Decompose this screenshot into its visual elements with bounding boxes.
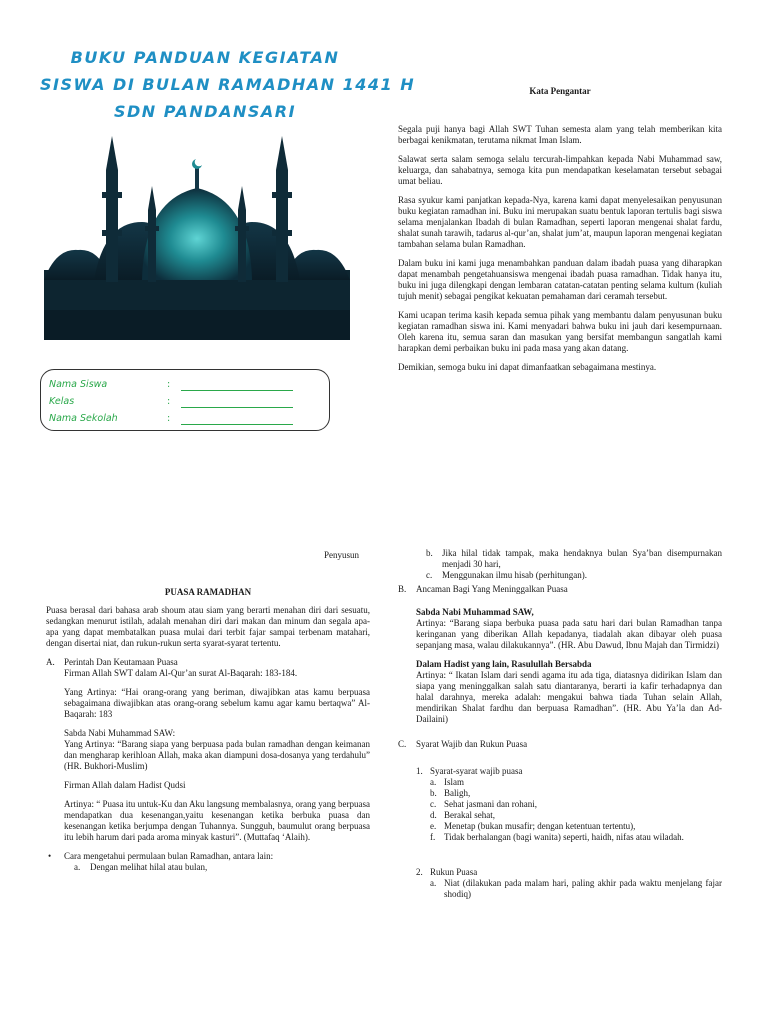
puasa-intro: Puasa berasal dari bahasa arab shoum atau siam yang berarti menahan diri dari sesuatu, sedangkan menurut istilah, adalah menahan diri dari makan dan minum dan segala apa-apa yang dapat membatalkan puasa mulai dari terbit fajar sampai terbenam matahari, dengan disertai niat, dan rukun-rukun serta syarat-syarat tertentu. (46, 605, 370, 648)
class-line[interactable] (181, 407, 293, 408)
cara-item-marker: a. (74, 862, 81, 872)
student-name-label: Nama Siswa (49, 379, 108, 390)
puasa-left-column (46, 605, 370, 873)
syarat-item-marker: c. (430, 799, 437, 809)
syarat-item-text: Tidak berhalangan (bagi wanita) seperti, haidh, nifas atau wiladah. (444, 832, 684, 842)
foreword-body (398, 124, 722, 381)
cara-item-text: Menggunakan ilmu hisab (perhitungan). (442, 570, 587, 580)
syarat-marker: 1. (416, 766, 423, 776)
student-identity-box (40, 369, 330, 431)
section-b-hadist-title: Dalam Hadist yang lain, Rasulullah Bersabda (416, 659, 592, 669)
cara-item-text: Jika hilal tidak tampak, maka hendaknya bulan Sya’ban disempurnakan menjadi 30 hari, (442, 548, 722, 569)
student-name-line[interactable] (181, 390, 293, 391)
section-b-body (398, 607, 722, 725)
section-c-marker: C. (398, 739, 407, 749)
section-b-hadist: Artinya: “ Ikatan Islam dari sendi agama itu ada tiga, diatasnya didirikan Islam dan siapa yang meninggalkan salah satu diantaranya, berarti ia kafir terhadapnya dan halal darahnya, mereka adalah: mengakui bahwa tiada Tuhan selain Allah, mendirikan Shalat fardhu dan berpuasa Ramadhan”. (HR. Abu Ya’la dan Ad-Dailaini) (416, 670, 722, 724)
syarat-item-marker: b. (430, 788, 437, 798)
section-b-heading (398, 584, 722, 595)
puasa-heading: PUASA RAMADHAN (164, 587, 252, 597)
section-c-title: Syarat Wajib dan Rukun Puasa (416, 739, 528, 749)
syarat-title: Syarat-syarat wajib puasa (430, 766, 523, 776)
foreword-paragraph: Demikian, semoga buku ini dapat dimanfaatkan sebagaimana mestinya. (398, 362, 657, 372)
rukun-title: Rukun Puasa (430, 867, 478, 877)
cara-item-text: Dengan melihat hilal atau bulan, (90, 862, 208, 872)
section-a-heading (46, 657, 370, 668)
syarat-item (398, 821, 722, 832)
section-b-marker: B. (398, 584, 407, 594)
syarat-item (398, 799, 722, 810)
class-label: Kelas (49, 396, 75, 407)
section-a-firman: Firman Allah SWT dalam Al-Qur’an surat Al-Baqarah: 183-184. (64, 668, 298, 678)
section-a-qudsi-title: Firman Allah dalam Hadist Qudsi (64, 780, 186, 790)
section-c-heading (398, 739, 722, 750)
cara-item-marker: c. (426, 570, 433, 580)
rukun-item (398, 878, 722, 900)
student-name-colon: : (167, 379, 171, 390)
syarat-item-text: Sehat jasmani dan rohani, (444, 799, 537, 809)
section-b-sabda: Artinya: “Barang siapa berbuka puasa pada satu hari dari bulan Ramadhan tanpa keringanan yang diberikan Allah kepadanya, tiadalah akan dibayar oleh puasa sepanjang masa, walau dilakukannya”. (HR. Abu Dawud, Ibnu Majah dan Tirmidzi) (416, 618, 722, 650)
mosque-icon (44, 130, 350, 340)
rukun-item-text: Niat (dilakukan pada malam hari, paling akhir pada waktu menjelang fajar shodiq) (444, 878, 722, 899)
cara-bullet-text: Cara mengetahui permulaan bulan Ramadhan, antara lain: (64, 851, 274, 861)
cara-item (46, 862, 370, 873)
foreword-paragraph: Salawat serta salam semoga selalu tercurah-limpahkan kepada Nabi Muhammad saw, keluarga, dan sahabatnya, semoga kita pun mendapatkan keselamatan tersebut sebagai umat beliau. (398, 154, 722, 186)
section-b-sabda-title: Sabda Nabi Muhammad SAW, (416, 607, 534, 617)
cara-item-marker: b. (426, 548, 433, 558)
section-a-body (46, 668, 370, 843)
cara-item (398, 548, 722, 570)
syarat-item-marker: e. (430, 821, 437, 831)
foreword-paragraph: Segala puji hanya bagi Allah SWT Tuhan semesta alam yang telah memberikan kita berbagai kenikmatan, terutama nikmat Iman Islam. (398, 124, 722, 145)
cover-title (40, 44, 416, 125)
cara-item (398, 570, 722, 581)
section-a-qudsi: Artinya: “ Puasa itu untuk-Ku dan Aku langsung membalasnya, orang yang berpuasa mendapatkan dua kesenangan,yaitu kesenangan ketika berbuka puasa dan kesenangan ketika berjumpa dengan Tuhannya. Sungguh, baumulut orang berpuasa itu lebih harum dari pada aroma minyak kasturi”. (Muttafaq ‘Alaih). (64, 799, 370, 842)
syarat-heading (398, 766, 722, 777)
section-b-title: Ancaman Bagi Yang Meninggalkan Puasa (416, 584, 568, 594)
syarat-item-text: Islam (444, 777, 464, 787)
puasa-right-column (398, 548, 722, 900)
section-a-sabda: Yang Artinya: “Barang siapa yang berpuasa pada bulan ramadhan dengan keimanan dan mengharap kerihloan Allah, maka akan diampuni dosa-dosanya yang terdahulu” (HR. Bukhori-Muslim) (64, 739, 370, 771)
school-name-label: Nama Sekolah (49, 413, 118, 424)
syarat-item (398, 788, 722, 799)
foreword-paragraph: Kami ucapan terima kasih kepada semua pihak yang membantu dalam penyusunan buku kegiatan ramadhan siswa ini. Kami menyadari bahwa buku ini jauh dari kesempurnaan. Oleh karena itu, semua saran dan masukan yang bersifat membangun sangatlah kami harapkan demi perbaikan buku ini pada masa yang akan datang. (398, 310, 722, 353)
syarat-item-marker: f. (430, 832, 436, 842)
syarat-item-text: Berakal sehat, (444, 810, 495, 820)
syarat-list (398, 777, 722, 843)
section-a-title: Perintah Dan Keutamaan Puasa (64, 657, 178, 667)
foreword-paragraph: Rasa syukur kami panjatkan kepada-Nya, karena kami dapat menyelesaikan penyusunan buku kegiatan ramadhan ini. Buku ini merupakan suatu bentuk laporan tertulis bagi siswa selama menjalankan Ibadah di bulan Ramadhan, seperti laporan mengenai shalat fardu, shalat sunah tarawih, tadarus al-qur’an, shalat jum’at, maupun laporan mengenai kegiatan tambahan selama bulan Ramadhan. (398, 195, 722, 249)
class-colon: : (167, 396, 171, 407)
school-name-line[interactable] (181, 424, 293, 425)
syarat-item-marker: a. (430, 777, 437, 787)
syarat-item (398, 832, 722, 843)
foreword-heading: Kata Pengantar (529, 86, 591, 96)
section-a-artinya: Yang Artinya: “Hai orang-orang yang beriman, diwajibkan atas kamu berpuasa sebagaimana diwajibkan atas orang-orang sebelum kamu agar kamu bertaqwa” Al-Baqarah: 183 (64, 687, 370, 719)
syarat-item-text: Baligh, (444, 788, 471, 798)
section-a-marker: A. (46, 657, 55, 667)
bullet-marker: • (48, 851, 52, 861)
rukun-heading (398, 867, 722, 878)
syarat-item (398, 777, 722, 788)
section-a-sabda-title: Sabda Nabi Muhammad SAW: (64, 728, 176, 738)
rukun-marker: 2. (416, 867, 423, 877)
cara-bullet (46, 851, 370, 862)
cover-title-line-3: SDN PANDANSARI (113, 102, 297, 121)
cover-title-line-2: SISWA DI BULAN RAMADHAN 1441 H (40, 75, 416, 94)
cover-title-line-1: BUKU PANDUAN KEGIATAN (70, 48, 340, 67)
foreword-signature: Penyusun (324, 550, 360, 560)
school-name-colon: : (167, 413, 171, 424)
syarat-item-marker: d. (430, 810, 437, 820)
foreword-paragraph: Dalam buku ini kami juga menambahkan panduan dalam ibadah puasa yang diharapkan dapat menambah pengetahuansiswa mengenai ibadah puasa ramadhan. Tidak hanya itu, buku ini juga dilengkapi dengan lembaran catatan-catatan penting selama kultum (kuliah tujuh menit) sebagai pengikat kekuatan pemahaman dari ceramah tersebut. (398, 258, 722, 301)
syarat-item (398, 810, 722, 821)
syarat-item-text: Menetap (bukan musafir; dengan ketentuan tertentu), (444, 821, 636, 831)
rukun-item-marker: a. (430, 878, 437, 888)
